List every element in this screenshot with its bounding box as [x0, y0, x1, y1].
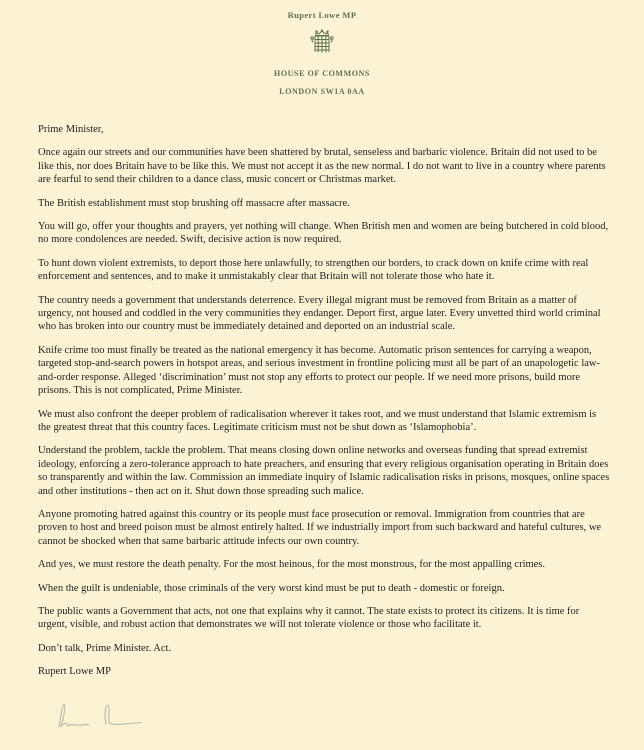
paragraph-11: When the guilt is undeniable, those criminals of the very worst kind must be put to death - domestic or foreign. [38, 582, 505, 594]
letter-body [0, 123, 644, 735]
letterhead [0, 0, 644, 97]
paragraph-9: Anyone promoting hatred against this country or its people must face prosecution or removal. Immigration from countries that are proven to host and breed poison must be almost entirely halted. If we industrially import from such backward and hateful cultures, we cannot be shocked when that same barbaric attitude infects our own country. [38, 508, 602, 547]
portcullis-icon [309, 29, 335, 55]
letterhead-house-of-commons: HOUSE OF COMMONS [274, 69, 370, 78]
paragraph-8: Understand the problem, tackle the problem. That means closing down online networks and overseas funding that spread extremist ideology, enforcing a zero-tolerance approach to hate preachers, and ensuring that every religious organisation operating in Britain does so transparently and within the law. Commission an immediate inquiry of Islamic radicalisation risks in prisons, mosques, online spaces and other institutions - then act on it. Shut down those spreading such malice. [38, 445, 610, 497]
letterhead-postcode: LONDON SW1A 0AA [279, 87, 365, 96]
paragraph-2: The British establishment must stop brushing off massacre after massacre. [38, 197, 350, 209]
closing-line: Don’t talk, Prime Minister. Act. [38, 642, 172, 654]
paragraph-5: The country needs a government that understands deterrence. Every illegal migrant must be removed from Britain as a matter of urgency, not housed and coddled in the very communities they endanger. Deport first, argue later. Every unvetted third world criminal who has broken into our country must be immediately detained and deported on an industrial scale. [38, 294, 601, 333]
paragraph-7: We must also confront the deeper problem of radicalisation wherever it takes root, and we must understand that Islamic extremism is the greatest threat that this country faces. Legitimate criticism must not be shut down as ‘Islamophobia’. [38, 408, 597, 433]
paragraph-1: Once again our streets and our communities have been shattered by brutal, senseless and barbaric violence. Britain did not used to be like this, nor does Britain have to be like this. We must not accept it as the new normal. I do not want to live in a country where parents are fearful to send their children to a dance class, music concert or Christmas market. [38, 147, 606, 186]
letterhead-mp-name: Rupert Lowe MP [287, 10, 357, 20]
signature-icon [44, 693, 174, 735]
salutation: Prime Minister, [38, 124, 104, 135]
paragraph-3: You will go, offer your thoughts and prayers, yet nothing will change. When British men and women are being butchered in cold blood, no more condolences are needed. Swift, decisive action is now required. [38, 221, 609, 246]
signoff-name: Rupert Lowe MP [38, 666, 111, 678]
paragraph-10: And yes, we must restore the death penalty. For the most heinous, for the most monstrous, for the most appalling crimes. [38, 559, 546, 571]
paragraph-12: The public wants a Government that acts, not one that explains why it cannot. The state exists to protect its citizens. It is time for urgent, visible, and robust action that demonstrates we will not tolerate violence or those who facilitate it. [38, 605, 580, 631]
paragraph-4: To hunt down violent extremists, to deport those here unlawfully, to strengthen our borders, to crack down on knife crime with real enforcement and sentences, and to make it unmistakably clear that Britain will not tolerate those who hate it. [38, 257, 589, 283]
paragraph-6: Knife crime too must finally be treated as the national emergency it has become. Automatic prison sentences for carrying a weapon, targeted stop-and-search powers in hotspot areas, and serious investment in frontline policing must all be part of an unapologetic law-and-order response. Alleged ‘discrimination’ must not stop any efforts to protect our people. If we need more prisons, build more prisons. This is not complicated, Prime Minister. [38, 344, 600, 397]
